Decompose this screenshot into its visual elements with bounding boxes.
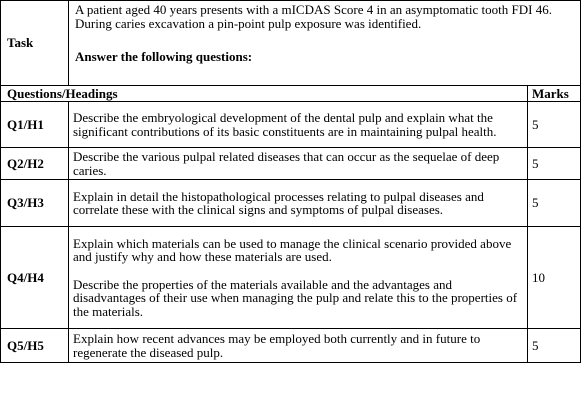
table-row <box>1 148 581 180</box>
task-label: Task <box>1 1 69 86</box>
paragraph-gap <box>73 264 525 278</box>
question-text-part2: Describe the properties of the materials available and the advantages and disadvantages of their use when managing the pulp and relate this to the properties of the materials. <box>73 276 518 319</box>
task-instruction: Answer the following questions: <box>75 49 253 64</box>
table-row <box>1 180 581 227</box>
table-row <box>1 329 581 363</box>
question-id: Q4/H4 <box>1 227 69 329</box>
task-scenario: A patient aged 40 years presents with a mICDAS Score 4 in an asymptomatic tooth FDI 46. During caries excavation a pin-point pulp exposure was identified. <box>75 2 552 31</box>
question-id: Q2/H2 <box>1 148 69 180</box>
question-text: Describe the various pulpal related diseases that can occur as the sequelae of deep caries. <box>69 148 528 180</box>
question-id: Q1/H1 <box>1 102 69 148</box>
header-marks: Marks <box>528 86 581 102</box>
task-description <box>69 1 581 86</box>
question-marks: 5 <box>528 180 581 227</box>
table-header-row <box>1 86 581 102</box>
task-row <box>1 1 581 86</box>
question-id: Q5/H5 <box>1 329 69 363</box>
question-marks: 5 <box>528 329 581 363</box>
table-row <box>1 102 581 148</box>
question-marks: 10 <box>528 227 581 329</box>
question-marks: 5 <box>528 102 581 148</box>
question-text-part1: Explain which materials can be used to manage the clinical scenario provided above and justify why and how these materials are used. <box>73 235 512 265</box>
question-id: Q3/H3 <box>1 180 69 227</box>
question-text: Describe the embryological development of the dental pulp and explain what the significant contributions of its basic constituents are in maintaining pulpal health. <box>69 102 528 148</box>
table-row <box>1 227 581 329</box>
question-text <box>69 227 528 329</box>
question-text: Explain in detail the histopathological processes relating to pulpal diseases and correlate these with the clinical signs and symptoms of pulpal diseases. <box>69 180 528 227</box>
question-marks: 5 <box>528 148 581 180</box>
header-questions: Questions/Headings <box>1 86 528 102</box>
question-text: Explain how recent advances may be employed both currently and in future to regenerate the diseased pulp. <box>69 329 528 363</box>
